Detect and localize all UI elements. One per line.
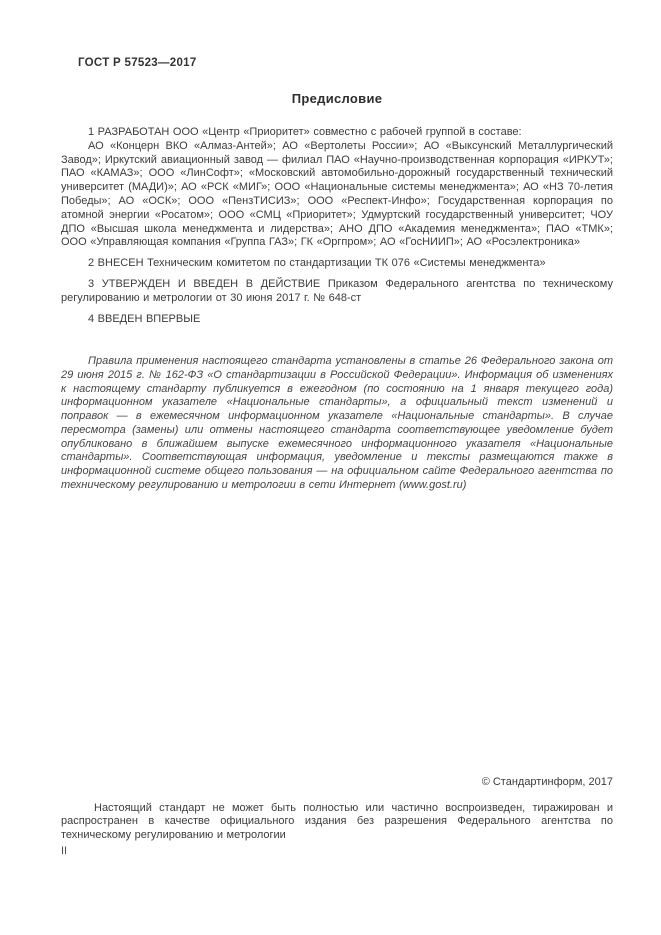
application-rules-note: Правила применения настоящего стандарта установлены в статье 26 Федерального закона от 29 июня 2015 г. № 162-ФЗ «О стандартизации в Российской Федерации». Информация об изменениях к настоящему стандарту публикуется в ежегодном (по состоянию на 1 января текущего года) информационном указателе «Национальные стандарты», а официальный текст изменений и поправок — в ежемесячном информационном указателе «Национальные стандарты». В случае пересмотра (замены) или отмены настоящего стандарта соответствующее уведомление будет опубликовано в ближайшем выпуске ежемесячного информационного указателя «Национальные стандарты». Соответствующая информация, уведомление и тексты размещаются также в информационной системе общего пользования — на официальном сайте Федерального агентства по техническому регулированию и метрологии в сети Интернет (www.gost.ru) [61, 355, 613, 491]
foreword-clause-developed: 1 РАЗРАБОТАН ООО «Центр «Приоритет» совместно с рабочей группой в составе: [88, 126, 522, 138]
standard-designation-header: ГОСТ Р 57523—2017 [78, 57, 197, 69]
foreword-clause-submitted: 2 ВНЕСЕН Техническим комитетом по стандартизации ТК 076 «Системы менеджмента» [88, 257, 546, 270]
foreword-clause-first-time: 4 ВВЕДЕН ВПЕРВЫЕ [88, 312, 201, 325]
blank-space [61, 492, 613, 775]
foreword-working-group-list: АО «Концерн ВКО «Алмаз-Антей»; АО «Вертолеты России»; АО «Выксунский Металлургический Завод»; Иркутский авиационный завод — филиал ПАО «Научно-производственная корпорация «ИРКУТ»; ПАО «КАМАЗ»; ООО «ЛинСофт»; «Московский автомобильно-дорожный государственный технический университет (МАДИ)»; АО «РСК «МИГ»; ООО «Национальные системы менеджмента»; АО «НЗ 70-летия Победы»; АО «ОСК»; ООО «ПензТИСИЗ»; ООО «Респект-Инфо»; Государственная корпорация по атомной энергии «Росатом»; ООО «СМЦ «Приоритет»; Удмуртский государственный университет; ЧОУ ДПО «Высшая школа менеджмента и лидерства»; АНО ДПО «Академия менеджмента»; ПАО «ТМК»; ООО «Управляющая компания «Группа ГАЗ»; ГК «Оргпром»; АО «ГосНИИП»; АО «Росэлектроника» [61, 139, 613, 249]
page-number: II [61, 845, 68, 857]
reproduction-restriction-note: Настоящий стандарт не может быть полностью или частично воспроизведен, тиражирован и распространен в качестве официального издания без разрешения Федерального агентства по техническому регулированию и метрологии [61, 802, 613, 841]
page-title: Предисловие [291, 91, 383, 106]
copyright-line: © Стандартинформ, 2017 [481, 776, 613, 789]
foreword-clause-approved: 3 УТВЕРЖДЕН И ВВЕДЕН В ДЕЙСТВИЕ Приказом Федерального агентства по техническому регулированию и метрологии от 30 июня 2017 г. № 648-ст [61, 277, 613, 304]
